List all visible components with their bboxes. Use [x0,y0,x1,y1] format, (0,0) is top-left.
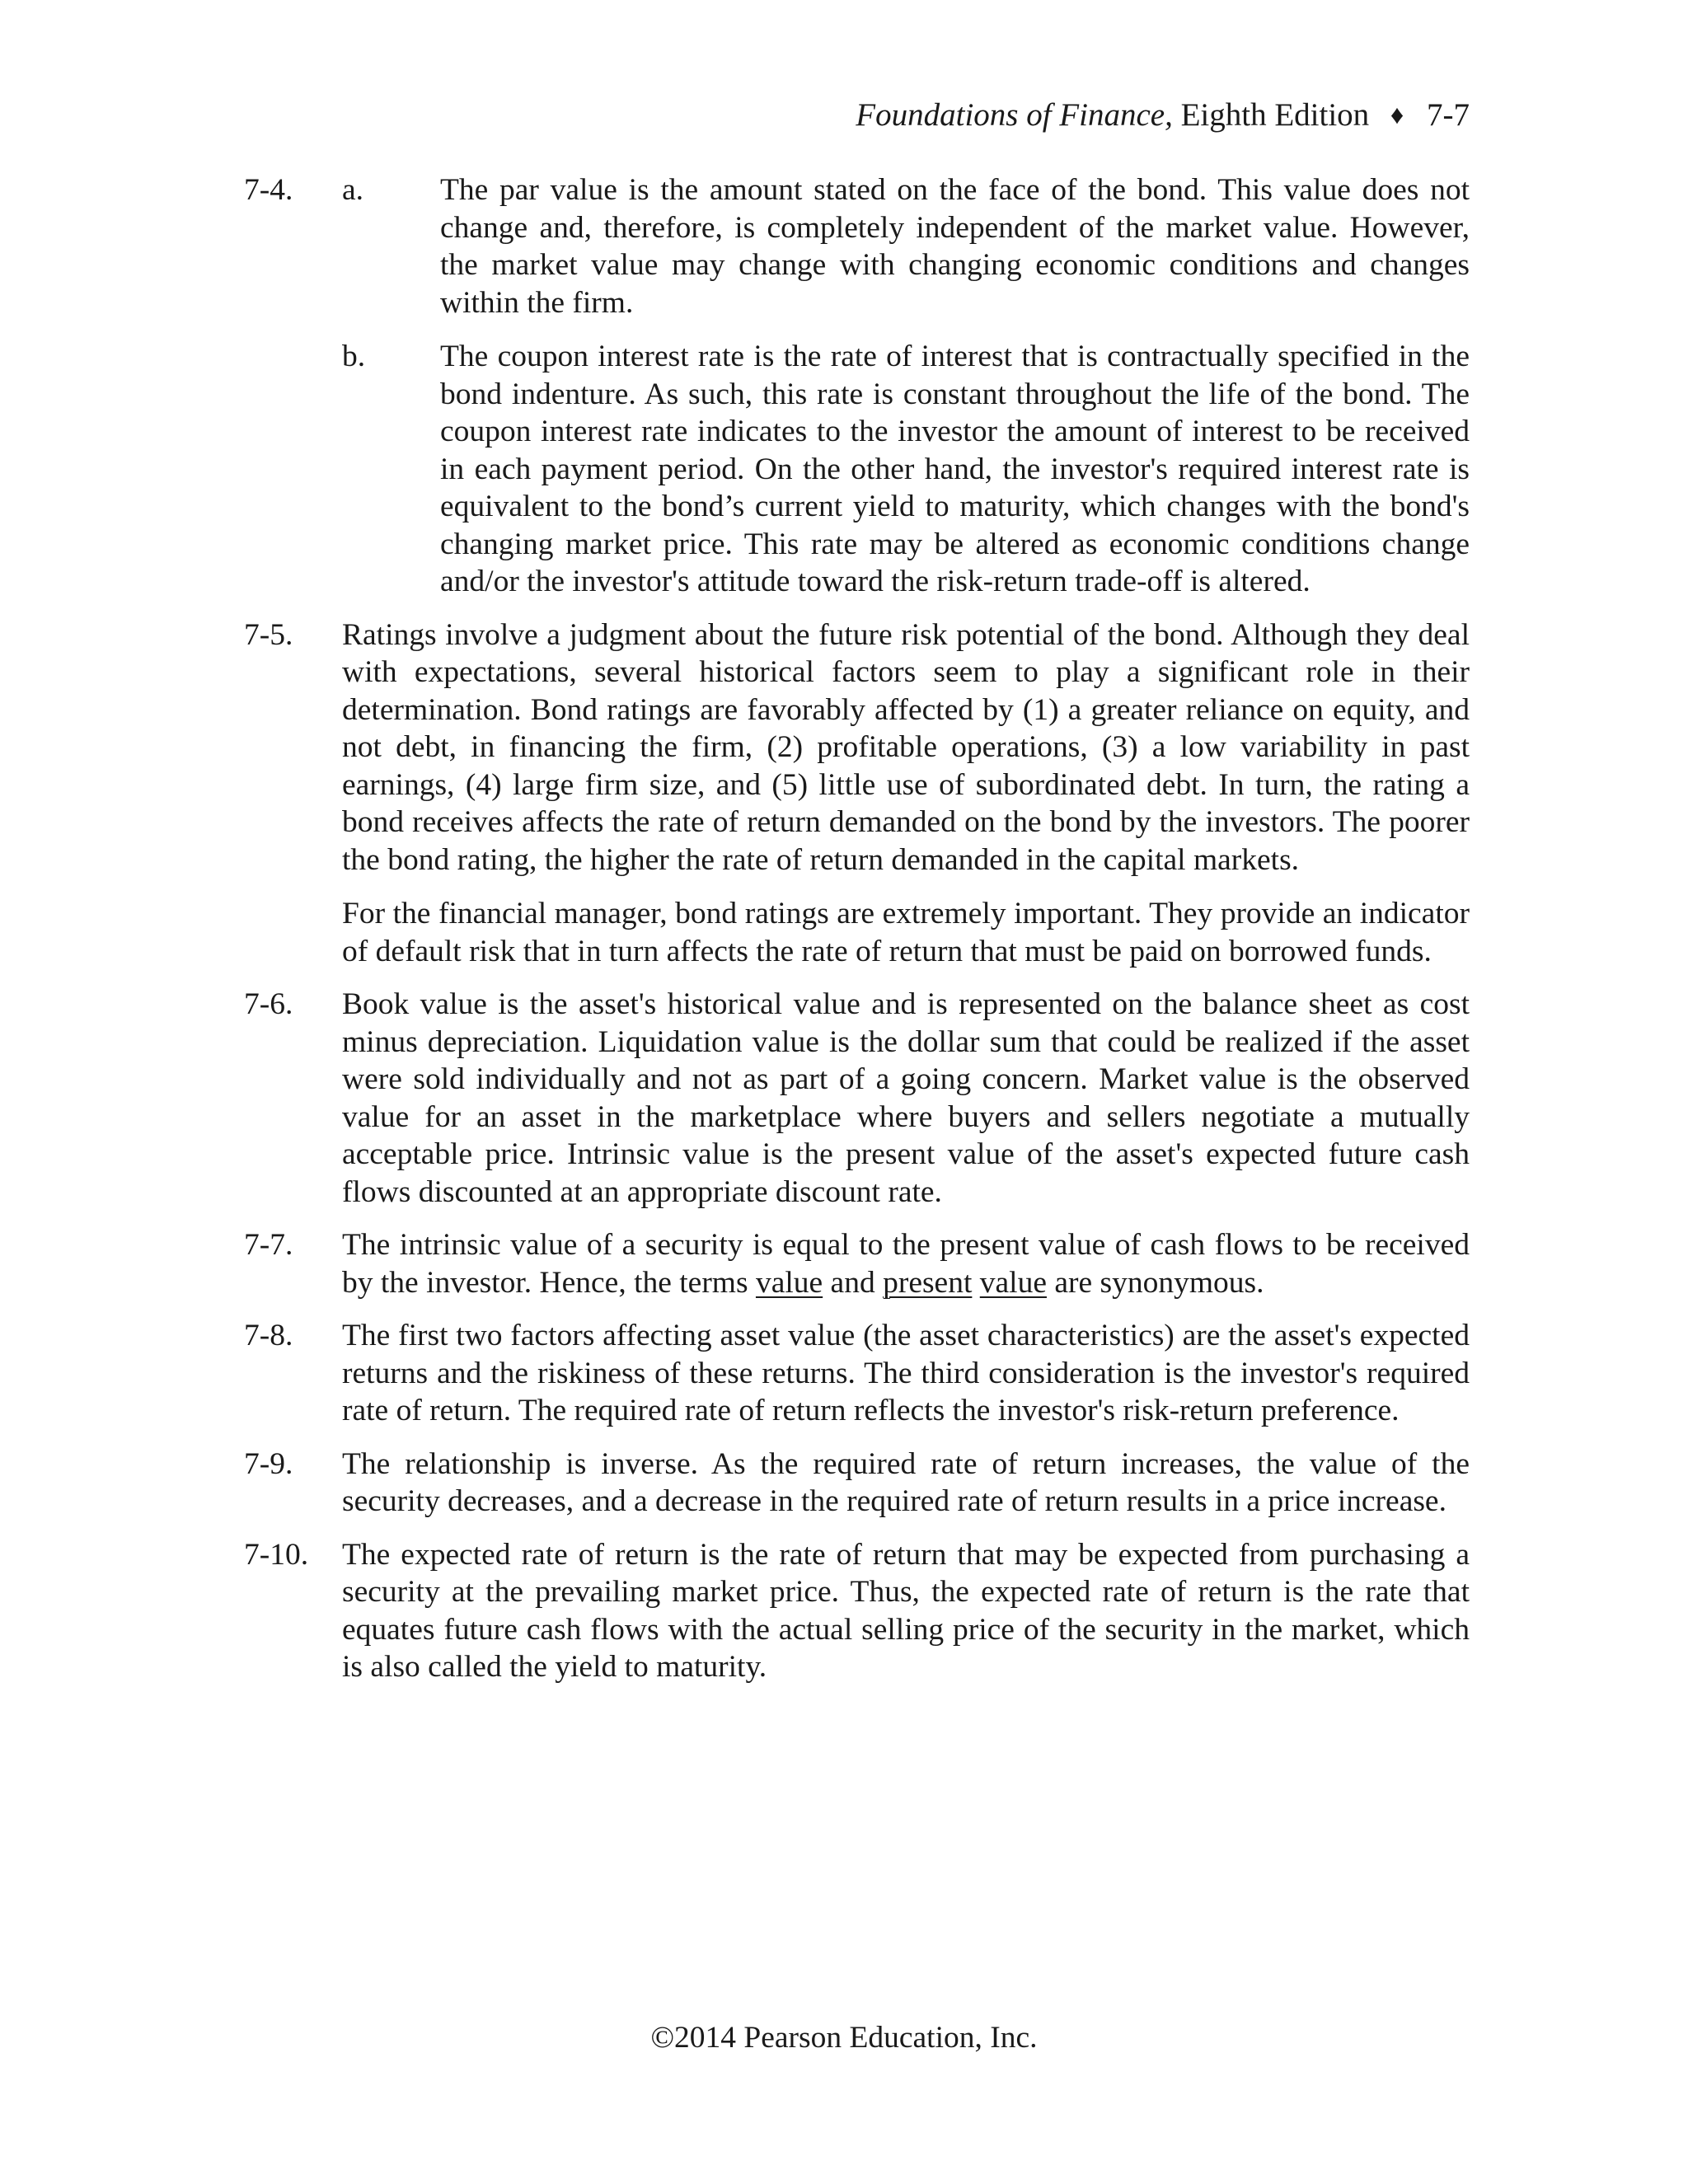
answer-number: 7-10. [244,1537,309,1572]
answer-number: 7-6. [244,987,293,1021]
sub-answer-b [244,338,1470,601]
answer-number: 7-9. [244,1446,293,1481]
text-segment [972,1266,979,1300]
answer-7-8 [244,1317,1470,1430]
text-segment: and [823,1265,884,1300]
answer-7-4 [244,171,1470,601]
underlined-term: value [755,1265,823,1300]
text-segment: The intrinsic value of a security is equal to the present value of cash flows to be received by the investor. Hence, the terms [342,1228,1470,1300]
answer-7-10 [244,1536,1470,1686]
answer-number: 7-5. [244,617,293,652]
answer-number: 7-4. [244,173,293,207]
answer-7-7 [244,1226,1470,1301]
answer-paragraph [342,1226,1470,1301]
answer-7-5 [244,616,1470,971]
book-title: Foundations of Finance, [856,97,1173,133]
sub-answer-text: The par value is the amount stated on the face of the bond. This value does not change and, therefore, is completely independent of the market value. However, the market value may change with changing economic conditions and changes within the firm. [440,173,1470,320]
answer-paragraph: For the financial manager, bond ratings are extremely important. They provide an indicator of default risk that in turn affects the rate of return that must be paid on borrowed funds. [342,897,1470,968]
answer-paragraph: The relationship is inverse. As the required rate of return increases, the value of the security decreases, and a decrease in the required rate of return results in a price increase. [342,1446,1470,1518]
answers-body [244,171,1470,1702]
page-number: 7-7 [1427,97,1470,133]
sub-answer-a [244,171,1470,321]
answer-number: 7-7. [244,1228,293,1262]
answer-number: 7-8. [244,1319,293,1352]
answer-paragraph: The first two factors affecting asset value (the asset characteristics) are the asset's expected returns and the riskiness of these returns. The third consideration is the investor's required rate of return. The required rate of return reflects the investor's risk-return preference. [342,1319,1470,1427]
sub-answer-letter: a. [342,173,364,207]
text-segment: are synonymous. [1046,1265,1264,1300]
answer-paragraph: Ratings involve a judgment about the future risk potential of the bond. Although they deal with expectations, several historical factors seem to play a significant role in their determination. Bond ratings are favorably affected by (1) a greater reliance on equity, and not debt, in financing the firm, (2) profitable operations, (3) a low variability in past earnings, (4) large firm size, and (5) little use of subordinated debt. In turn, the rating a bond receives affects the rate of return demanded on the bond by the investors. The poorer the bond rating, the higher the rate of return demanded in the capital markets. [342,617,1470,877]
sub-answer-letter: b. [342,340,366,373]
running-header [856,96,1470,135]
diamond-icon: ♦ [1390,100,1404,129]
edition-label: Eighth Edition [1180,97,1370,133]
answer-7-9 [244,1446,1470,1521]
underlined-term: present [883,1265,973,1300]
copyright-footer: ©2014 Pearson Education, Inc. [650,2021,1038,2055]
sub-answer-text: The coupon interest rate is the rate of interest that is contractually specified in the bond indenture. As such, this rate is constant throughout the life of the bond. The coupon interest rate indicates to the investor the amount of interest to be received in each payment period. On the other hand, the investor's required interest rate is equivalent to the bond’s current yield to maturity, which changes with the bond's changing market price. This rate may be altered as economic conditions change and/or the investor's attitude toward the risk-return trade-off is altered. [440,340,1470,598]
answer-paragraph: Book value is the asset's historical value and is represented on the balance sheet as cost minus depreciation. Liquidation value is the dollar sum that could be realized if the asset were sold individually and not as part of a going concern. Market value is the observed value for an asset in the marketplace where buyers and sellers negotiate a mutually acceptable price. Intrinsic value is the present value of the asset's expected future cash flows discounted at an appropriate discount rate. [342,987,1470,1209]
answer-7-6 [244,986,1470,1211]
underlined-term: value [979,1265,1047,1300]
answer-paragraph: The expected rate of return is the rate of return that may be expected from purchasing a security at the prevailing market price. Thus, the expected rate of return is the rate that equates future cash flows with the actual selling price of the security in the market, which is also called the yield to maturity. [342,1537,1470,1684]
